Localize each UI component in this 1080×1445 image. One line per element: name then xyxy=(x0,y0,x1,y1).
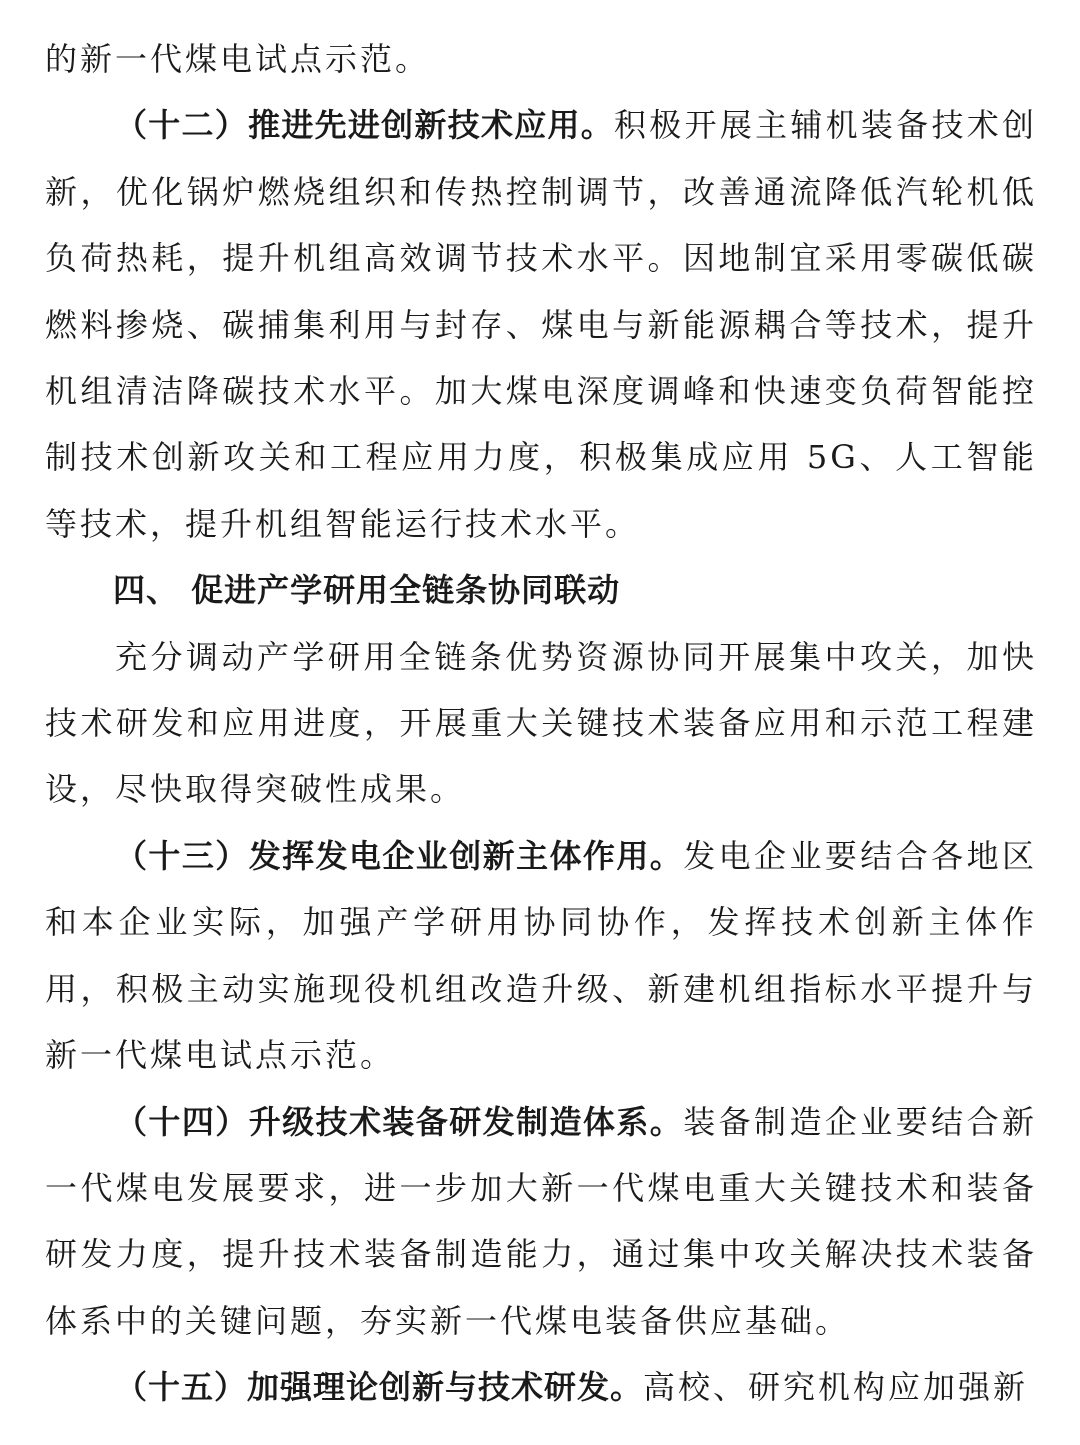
paragraph-14 xyxy=(45,1089,1037,1355)
item-body-15: 高校、研究机构应加强新 xyxy=(643,1368,1029,1407)
item-body-12: 积极开展主辅机装备技术创新，优化锅炉燃烧组织和传热控制调节，改善通流降低汽轮机低负荷热耗，提升机组高效调节技术水平。因地制宜采用零碳低碳燃料掺烧、碳捕集利用与封存、煤电与新能源耦合等技术，提升机组清洁降碳技术水平。加大煤电深度调峰和快速变负荷智能控制技术创新攻关和工程应用力度，积极集成应用 5G、人工智能等技术，提升机组智能运行技术水平。 xyxy=(45,106,1037,543)
document-page xyxy=(45,26,1037,1421)
paragraph-text: 的新一代煤电试点示范。 xyxy=(45,40,431,78)
item-heading-12: （十二）推进先进创新技术应用。 xyxy=(115,106,615,145)
item-body-13: 发电企业要结合各地区和本企业实际，加强产学研用协同协作，发挥技术创新主体作用，积极主动实施现役机组改造升级、新建机组指标水平提升与新一代煤电试点示范。 xyxy=(45,836,1037,1075)
paragraph-continuation xyxy=(45,26,1037,92)
item-heading-13: （十三）发挥发电企业创新主体作用。 xyxy=(115,836,684,875)
item-heading-14: （十四）升级技术装备研发制造体系。 xyxy=(115,1102,684,1141)
paragraph-13 xyxy=(45,823,1037,1089)
item-heading-15: （十五）加强理论创新与技术研发。 xyxy=(115,1368,644,1407)
section-4-intro-text: 充分调动产学研用全链条优势资源协同开展集中攻关，加快技术研发和应用进度，开展重大关键技术装备应用和示范工程建设，尽快取得突破性成果。 xyxy=(45,637,1037,809)
section-4-intro xyxy=(45,624,1037,823)
paragraph-12 xyxy=(45,92,1037,557)
item-body-14: 装备制造企业要结合新一代煤电发展要求，进一步加大新一代煤电重大关键技术和装备研发力度，提升技术装备制造能力，通过集中攻关解决技术装备体系中的关键问题，夯实新一代煤电装备供应基础。 xyxy=(45,1102,1037,1340)
section-heading-4: 四、 促进产学研用全链条协同联动 xyxy=(113,571,621,610)
paragraph-15 xyxy=(45,1354,1037,1420)
